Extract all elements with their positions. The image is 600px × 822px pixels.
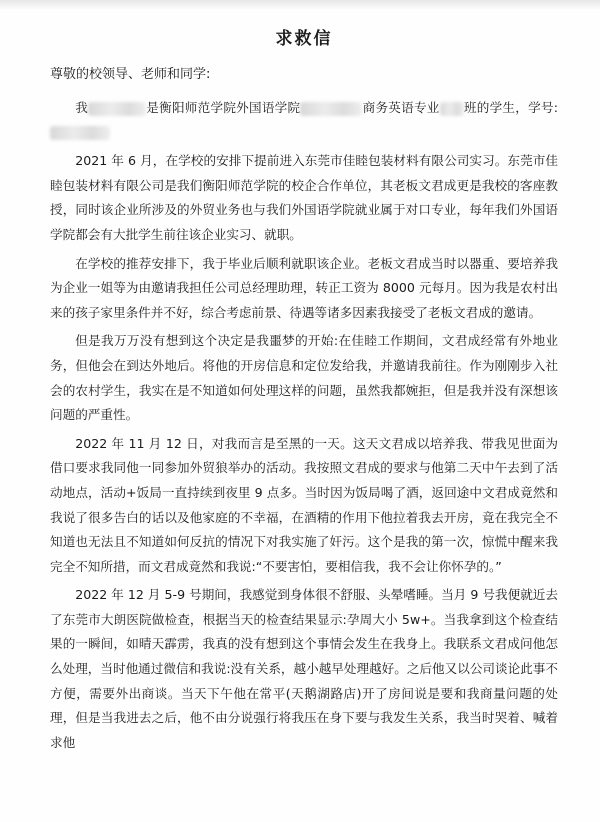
body-paragraph-3: 但是我万万没有想到这个决定是我噩梦的开始:在佳睦工作期间，文君成经常有外地业务，但他会在到达外地后。将他的开房信息和定位发给我，并邀请我前往。作为刚刚步入社会的农村学生，我实在是不知道如何处理这样的问题，虽然我都婉拒，但是我并没有深想该问题的严重性。: [50, 333, 558, 423]
body-paragraph-2: 在学校的推荐安排下，我于毕业后顺利就职该企业。老板文君成当时以器重、要培养我为企业一姐等为由邀请我担任公司总经理助理，转正工资为 8000 元每月。因为我是农村出来的孩子家里条件并不好，综合考虑前景、待遇等诸多因素我接受了老板文君成的邀请。: [50, 255, 558, 320]
redacted-student-id: [50, 126, 110, 140]
redacted-name: [88, 102, 146, 116]
body-paragraph-4: 2022 年 11 月 12 日，对我而言是至黑的一天。这天文君成以培养我、带我见世面为借口要求我同他一同参加外贸狼举办的活动。我按照文君成的要求与他第二天中午去到了活动地点，活动+饭局一直持续到夜里 9 点多。当时因为饭局喝了酒，返回途中文君成竟然和我说了很多告白的话以及他家庭的不幸福，在酒精的作用下他拉着我去开房，竟在我完全不知道也无法且不知道如何反抗的情况下对我实施了奸污。这个是我的第一次，惊慌中醒来我完全不知所措，而文君成竟然和我说:“不要害怕，要相信我，我不会让你怀孕的。”: [50, 435, 558, 574]
intro-text-4: 班的学生，学号:: [463, 100, 559, 115]
page-top-shadow: [0, 0, 600, 10]
body-paragraph-5: 2022 年 12 月 5-9 号期间，我感觉到身体很不舒服、头晕嗜睡。当月 9 号我便就近去了东莞市大朗医院做检查，根据当天的检查结果显示:孕周大小 5w+。当我拿到这个检查结果的一瞬间，如晴天霹雳，我真的没有想到这个事情会发生在我身上。我联系文君成问他怎么处理，当时他通过微信和我说:没有关系，越小越早处理越好。之后他又以公司谈论此事不方便，需要外出商谈。当天下午他在常平(天鹅湖路店)开了房间说是要和我商量问题的处理，但是当我进去之后，他不由分说强行将我压在身下要与我发生关系，我当时哭着、喊着求他: [50, 587, 558, 750]
redacted-class: [300, 102, 362, 116]
intro-text-3: 商务英语专业: [362, 100, 440, 115]
letter-salutation: 尊敬的校领导、老师和同学:: [50, 67, 211, 82]
letter-title: 求救信: [275, 29, 333, 49]
intro-paragraph: [50, 96, 558, 145]
intro-text-1: 我: [75, 100, 89, 115]
intro-text-2: 是衡阳师范学院外国语学院: [146, 100, 301, 115]
redacted-class-number: [440, 102, 464, 116]
body-paragraph-1: 2021 年 6 月，在学校的安排下提前进入东莞市佳睦包装材料有限公司实习。东莞市佳睦包装材料有限公司是我们衡阳师范学院的校企合作单位，其老板文君成更是我校的客座教授，同时该企业所涉及的外贸业务也与我们外国语学院就业属于对口专业，每年我们外国语学院都会有大批学生前往该企业实习、就职。: [50, 153, 558, 242]
